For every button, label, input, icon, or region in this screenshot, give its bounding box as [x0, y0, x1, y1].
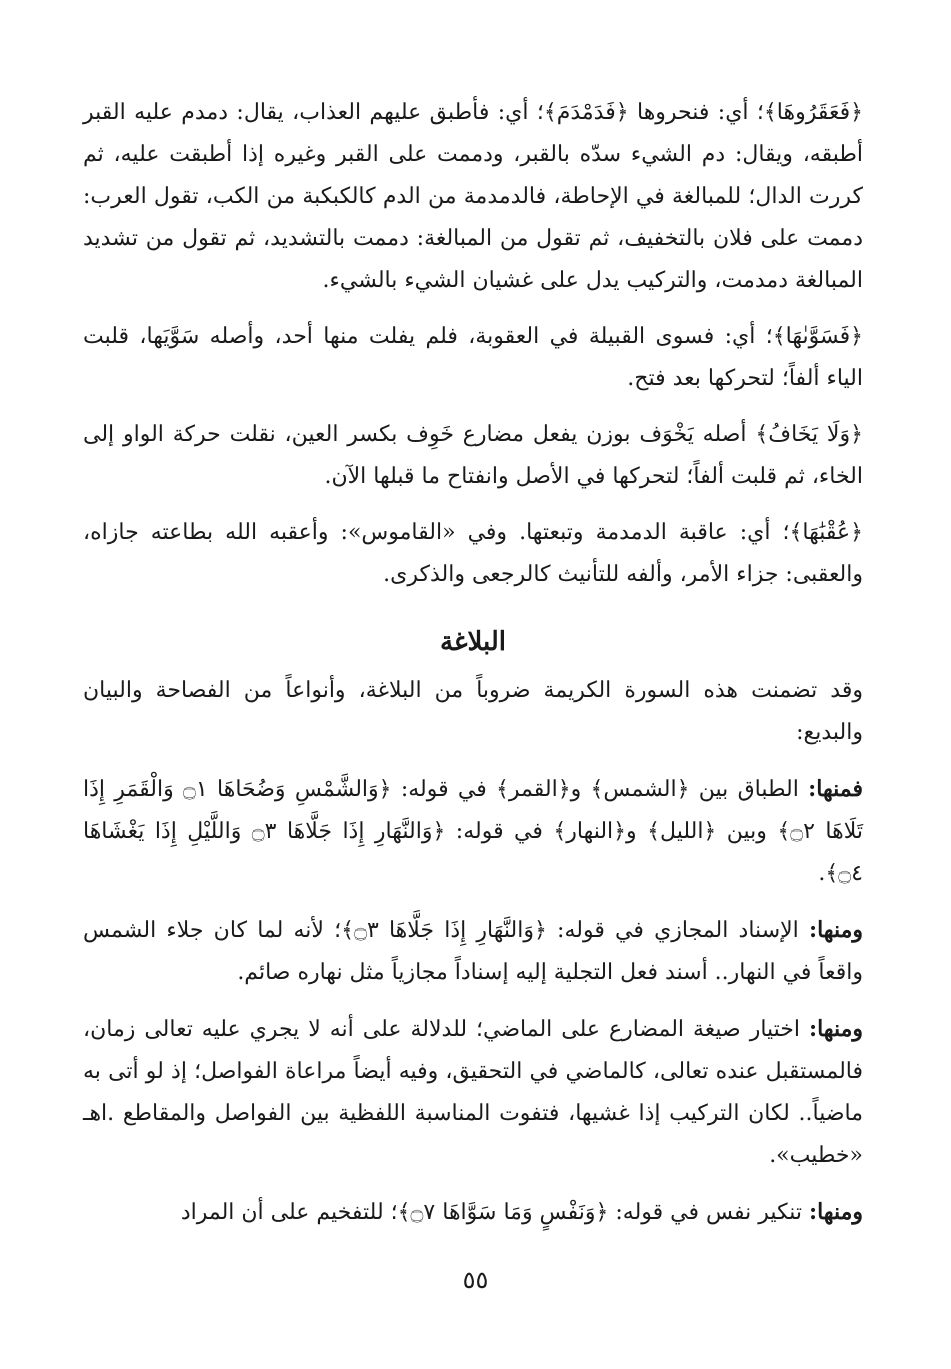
paragraph-text: ﴿وَلَا يَخَافُ﴾ أصله يَخْوَف بوزن يفعل مضارع خَوِف بكسر العين، نقلت حركة الواو إلى الخاء، ثم قلبت ألفاً؛ لتحركها في الأصل وانفتاح ما قبلها الآن. [83, 422, 863, 489]
paragraph-lead: ومنها: [808, 1199, 863, 1225]
paragraph-wala-yakhafu [83, 414, 863, 498]
paragraph-text: الإسناد المجازي في قوله: ﴿وَالنَّهَارِ إِذَا جَلَّاهَا ۝٣﴾؛ لأنه لما كان جلاء الشمس واقعاً في النهار.. أسند فعل التجلية إليه إسناداً مجازياً مثل نهاره صائم. [83, 918, 863, 985]
page-number: ٥٥ [462, 1266, 489, 1294]
paragraph-text: ﴿عُقْبَٰهَا﴾؛ أي: عاقبة الدمدمة وتبعتها. وفي «القاموس»: وأعقبه الله بطاعته جازاه، والعقبى: جزاء الأمر، وألفه للتأنيث كالرجعى والذكرى. [83, 520, 863, 587]
paragraph-tankir [83, 1191, 863, 1234]
paragraph-text: تنكير نفس في قوله: ﴿وَنَفْسٍ وَمَا سَوَّاهَا ۝٧﴾؛ للتفخيم على أن المراد [180, 1200, 809, 1225]
section-heading-balagha: البلاغة [439, 627, 507, 657]
paragraph-tibaq [83, 768, 863, 895]
paragraph-intro [83, 670, 863, 754]
paragraph-faaqaruha [83, 92, 863, 302]
paragraph-text: وقد تضمنت هذه السورة الكريمة ضروباً من البلاغة، وأنواعاً من الفصاحة والبيان والبديع: [83, 678, 863, 745]
paragraph-text: ﴿فَسَوَّىٰهَا﴾؛ أي: فسوى القبيلة في العقوبة، فلم يفلت منها أحد، وأصله سَوَّيَها، قلبت الياء ألفاً؛ لتحركها بعد فتح. [83, 324, 863, 391]
paragraph-mudari [83, 1008, 863, 1177]
page-body [83, 92, 863, 1248]
paragraph-isnad-majazi [83, 909, 863, 994]
paragraph-lead: فمنها: [808, 776, 863, 802]
paragraph-lead: ومنها: [808, 1016, 863, 1042]
paragraph-uqbaha [83, 512, 863, 596]
paragraph-text: الطباق بين ﴿الشمس﴾ و﴿القمر﴾ في قوله: ﴿وَالشَّمْسِ وَضُحَاهَا ۝١ وَالْقَمَرِ إِذَا تَلَاهَا ۝٢﴾ وبين ﴿الليل﴾ و﴿النهار﴾ في قوله: ﴿وَالنَّهَارِ إِذَا جَلَّاهَا ۝٣ وَاللَّيْلِ إِذَا يَغْشَاهَا ۝٤﴾. [83, 777, 863, 886]
paragraph-text: اختيار صيغة المضارع على الماضي؛ للدلالة على أنه لا يجري عليه تعالى زمان، فالمستقبل عنده تعالى، كالماضي في التحقيق، وفيه أيضاً مراعاة الفواصل؛ إذ لو أتى به ماضياً.. لكان التركيب إذا غشيها، فتفوت المناسبة اللفظية بين الفواصل والمقاطع .اهـ «خطيب». [83, 1017, 863, 1168]
paragraph-text: ﴿فَعَقَرُوهَا﴾؛ أي: فنحروها ﴿فَدَمْدَمَ﴾؛ أي: فأطبق عليهم العذاب، يقال: دمدم عليه القبر أطبقه، ويقال: دم الشيء سدّه بالقبر، ودممت على القبر وغيره إذا أطبقت عليه، ثم كررت الدال؛ للمبالغة في الإحاطة، فالدمدمة من الدم كالكبكبة من الكب، تقول العرب: دممت على فلان بالتخفيف، ثم تقول من المبالغة: دممت بالتشديد، ثم تقول من تشديد المبالغة دمدمت، والتركيب يدل على غشيان الشيء بالشيء. [83, 100, 863, 293]
paragraph-fasawwaha [83, 316, 863, 400]
paragraph-lead: ومنها: [808, 917, 863, 943]
